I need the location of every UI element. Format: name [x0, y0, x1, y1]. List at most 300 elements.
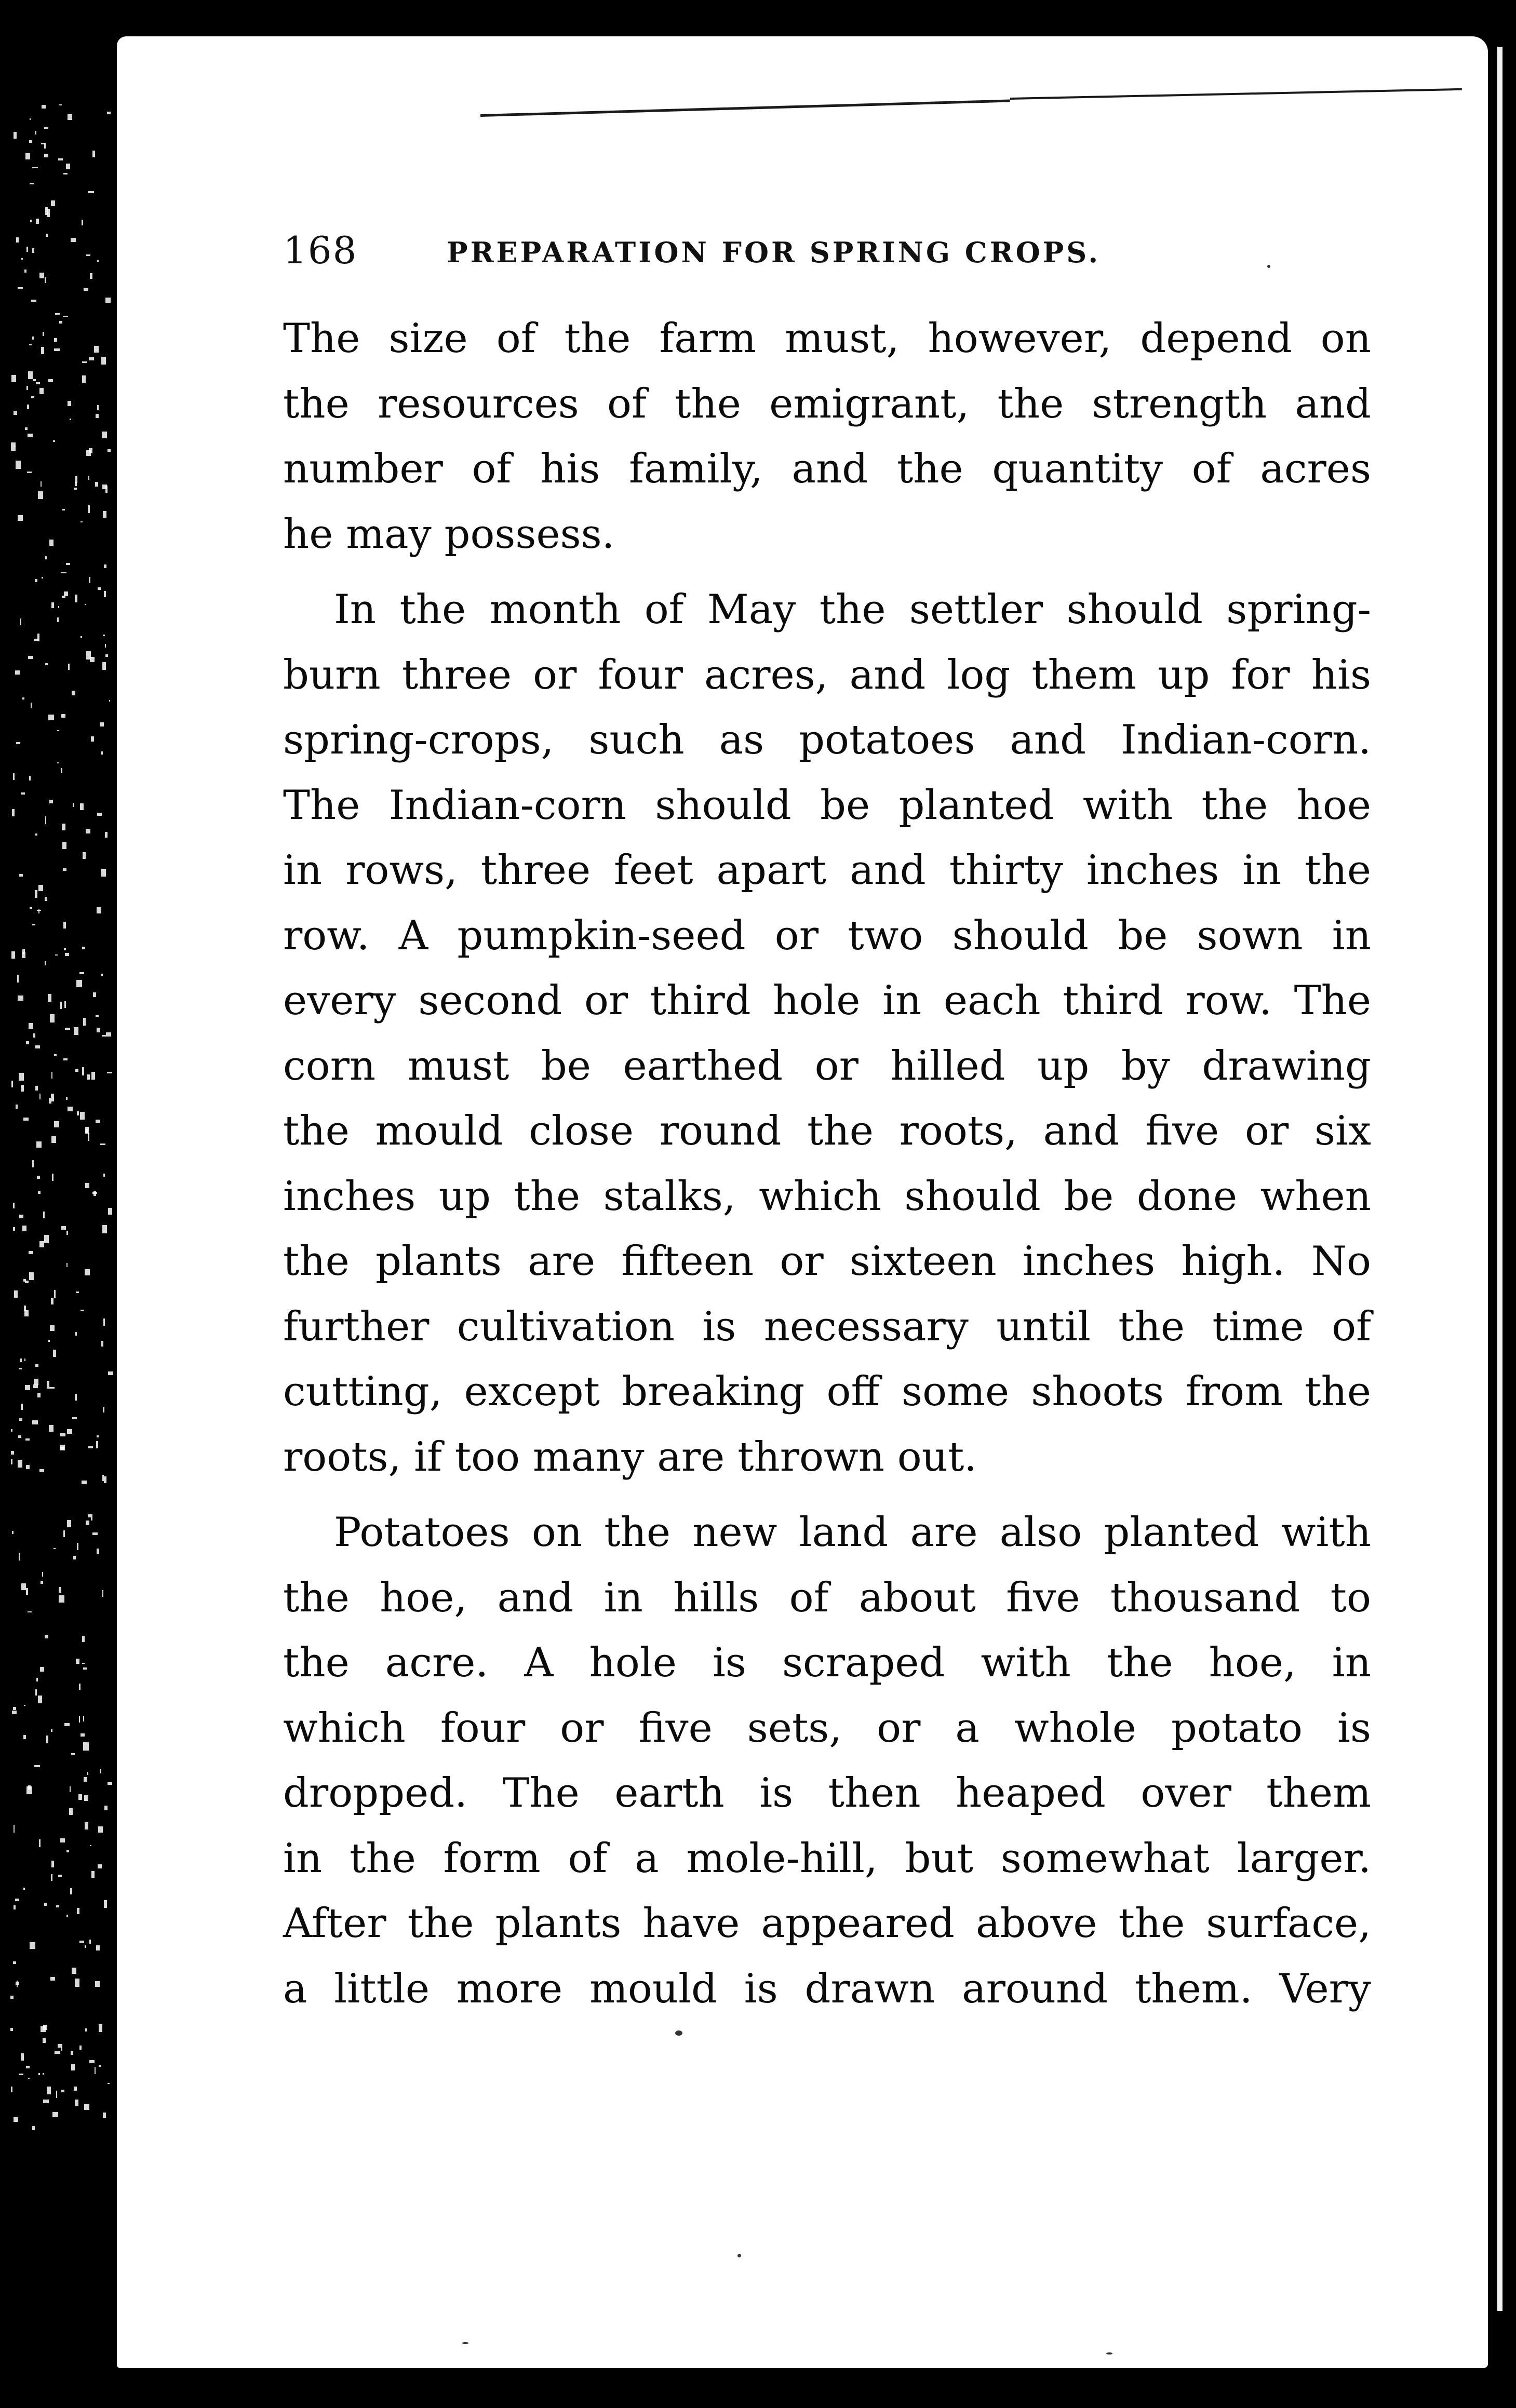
- top-rule-line: [480, 100, 1010, 117]
- scan-edge-speck: [61, 572, 66, 573]
- scan-edge-speck: [91, 1871, 94, 1878]
- scan-edge-speck: [13, 1227, 16, 1231]
- scan-edge-speck: [81, 636, 82, 638]
- scan-edge-speck: [89, 1940, 91, 1944]
- scan-edge-speck: [75, 1332, 77, 1336]
- scan-edge-speck: [60, 1002, 62, 1009]
- scan-edge-speck: [31, 703, 32, 709]
- text-line: every second or third hole in each third row. The: [283, 977, 1371, 1024]
- scan-edge-speck: [61, 2090, 64, 2092]
- scan-edge-speck: [81, 1310, 84, 1311]
- scan-edge-speck: [11, 1459, 13, 1465]
- scan-edge-speck: [45, 663, 48, 665]
- scan-edge-speck: [95, 2067, 96, 2075]
- scan-edge-speck: [15, 1899, 19, 1901]
- scan-edge-speck: [96, 1945, 100, 1950]
- scan-edge-speck: [43, 332, 44, 336]
- scan-edge-speck: [63, 922, 66, 929]
- scan-edge-speck: [57, 762, 59, 763]
- scan-edge-speck: [72, 691, 75, 695]
- scan-edge-speck: [48, 379, 53, 382]
- scan-edge-speck: [49, 800, 53, 803]
- scan-edge-speck: [14, 411, 17, 415]
- scan-edge-speck: [45, 961, 46, 965]
- scan-edge-speck: [79, 1941, 84, 1943]
- scan-edge-speck: [58, 158, 63, 161]
- scan-edge-speck: [59, 1587, 61, 1593]
- text-line: inches up the stalks, which should be done when: [283, 1173, 1371, 1220]
- text-line: the mould close round the roots, and five or six: [283, 1108, 1371, 1154]
- scan-edge-speck: [29, 1272, 33, 1280]
- scan-edge-speck: [103, 1174, 105, 1177]
- scan-edge-speck: [102, 662, 106, 670]
- scan-edge-speck: [51, 602, 54, 608]
- scan-edge-speck: [108, 1208, 112, 1215]
- scan-edge-speck: [56, 1905, 59, 1907]
- scan-edge-speck: [29, 776, 31, 781]
- scan-edge-speck: [103, 1319, 105, 1326]
- scan-edge-speck: [54, 348, 60, 351]
- scan-edge-speck: [82, 220, 83, 225]
- scan-edge-speck: [82, 1663, 84, 1664]
- text-line: spring-crops, such as potatoes and Indian-corn.: [283, 717, 1371, 763]
- scan-edge-speck: [105, 654, 109, 656]
- scan-edge-speck: [71, 1753, 75, 1755]
- text-line: he may possess.: [283, 510, 615, 558]
- page-number: 168: [283, 228, 358, 272]
- scan-edge-speck: [40, 1667, 44, 1672]
- scan-edge-speck: [12, 1711, 17, 1715]
- scan-edge-speck: [89, 577, 90, 582]
- scan-edge-speck: [35, 579, 37, 582]
- scan-edge-speck: [34, 1379, 38, 1384]
- scan-edge-speck: [59, 104, 62, 105]
- scan-edge-speck: [14, 132, 17, 139]
- scan-edge-speck: [37, 1176, 40, 1179]
- scan-edge-speck: [25, 427, 28, 430]
- scan-edge-speck: [44, 127, 48, 128]
- scan-edge-speck: [28, 371, 33, 379]
- scan-edge-speck: [54, 338, 58, 342]
- scan-edge-speck: [82, 361, 87, 362]
- scan-edge-speck: [28, 656, 33, 659]
- scan-edge-speck: [98, 1826, 103, 1833]
- scan-edge-speck: [53, 440, 55, 442]
- scan-edge-speck: [38, 1191, 41, 1194]
- scan-edge-speck: [48, 1340, 50, 1342]
- scan-edge-speck: [105, 644, 106, 648]
- scan-edge-speck: [70, 419, 71, 420]
- text-line: burn three or four acres, and log them up for his: [283, 651, 1371, 698]
- scan-edge-speck: [83, 1667, 87, 1670]
- scan-edge-speck: [106, 1032, 111, 1037]
- scan-edge-speck: [60, 1433, 65, 1436]
- scan-edge-speck: [33, 1384, 38, 1388]
- scan-edge-speck: [97, 1028, 100, 1032]
- scan-edge-speck: [104, 1476, 106, 1483]
- scan-edge-speck: [88, 1133, 89, 1141]
- scan-edge-speck: [50, 1325, 55, 1331]
- scan-edge-speck: [51, 1136, 56, 1143]
- scan-edge-speck: [92, 151, 95, 157]
- scan-edge-speck: [42, 105, 46, 109]
- scan-edge-speck: [62, 842, 66, 849]
- scan-speck: [1267, 265, 1270, 268]
- scan-edge-speck: [27, 405, 29, 409]
- scan-speck: [737, 2254, 741, 2257]
- text-line: number of his family, and the quantity of acres: [283, 446, 1371, 492]
- scan-edge-speck: [30, 1942, 35, 1949]
- text-line: a little more mould is drawn around them. Very: [283, 1965, 1371, 2012]
- scan-edge-speck: [102, 432, 107, 438]
- scan-edge-speck: [14, 2117, 18, 2122]
- scan-edge-speck: [11, 375, 16, 382]
- scan-edge-speck: [79, 2046, 82, 2050]
- scan-edge-speck: [44, 143, 46, 148]
- scan-edge-speck: [67, 1520, 71, 1527]
- scan-edge-speck: [56, 2091, 57, 2098]
- scan-edge-speck: [35, 833, 37, 836]
- scan-edge-speck: [44, 154, 48, 157]
- text-line: Potatoes on the new land are also planted with: [334, 1509, 1371, 1556]
- scan-edge-speck: [12, 809, 14, 816]
- scan-edge-speck: [66, 563, 70, 565]
- scan-edge-speck: [90, 1845, 91, 1846]
- scan-edge-speck: [21, 1085, 24, 1092]
- scan-edge-speck: [88, 505, 90, 513]
- scan-edge-speck: [16, 461, 21, 469]
- text-line: In the month of May the settler should spring-: [334, 586, 1371, 633]
- scan-edge-speck: [107, 1072, 112, 1074]
- scan-edge-speck: [101, 974, 103, 976]
- scan-edge-speck: [66, 1263, 68, 1267]
- scan-edge-speck: [29, 140, 32, 143]
- scan-edge-speck: [32, 1160, 34, 1167]
- scan-edge-speck: [38, 491, 43, 499]
- scan-edge-speck: [64, 1001, 65, 1008]
- scan-edge-speck: [43, 2100, 48, 2103]
- running-title: PREPARATION FOR SPRING CROPS.: [447, 236, 1101, 269]
- scan-edge-speck: [86, 254, 90, 257]
- scan-edge-speck: [95, 1981, 100, 1987]
- scan-edge-speck: [29, 1023, 34, 1029]
- scan-edge-speck: [45, 1635, 49, 1639]
- scan-edge-speck: [19, 2074, 23, 2075]
- scan-edge-speck: [26, 386, 28, 390]
- scan-edge-speck: [47, 2087, 51, 2094]
- scan-edge-speck: [19, 1368, 22, 1370]
- scan-edge-speck: [46, 234, 48, 237]
- scan-edge-speck: [42, 577, 43, 579]
- scan-edge-speck: [108, 2083, 110, 2084]
- scan-edge-speck: [49, 1387, 55, 1389]
- scan-edge-speck: [70, 1786, 71, 1792]
- scan-edge-speck: [41, 1581, 43, 1584]
- scan-edge-speck: [21, 1583, 26, 1590]
- scan-edge-speck: [101, 357, 105, 365]
- scan-edge-speck: [45, 897, 47, 901]
- scan-edge-speck: [61, 768, 62, 773]
- scan-edge-speck: [54, 1121, 59, 1127]
- text-line: dropped. The earth is then heaped over them: [283, 1770, 1371, 1817]
- scan-edge-speck: [30, 220, 32, 222]
- scan-edge-speck: [24, 1705, 25, 1706]
- scan-edge-speck: [83, 1716, 84, 1721]
- scan-edge-speck: [11, 2087, 12, 2092]
- scan-edge-speck: [82, 1636, 85, 1642]
- scan-edge-speck: [25, 153, 30, 159]
- scan-edge-speck: [86, 829, 90, 833]
- scan-edge-speck: [97, 1549, 99, 1554]
- scan-edge-speck: [103, 1407, 104, 1412]
- scan-edge-speck: [35, 131, 36, 134]
- scan-edge-speck: [32, 248, 34, 253]
- scan-edge-speck: [33, 379, 36, 381]
- scan-edge-speck: [80, 803, 84, 810]
- scan-edge-speck: [105, 832, 108, 838]
- scan-edge-speck: [14, 1905, 16, 1909]
- scan-edge-speck: [28, 434, 33, 437]
- scan-edge-speck: [88, 1446, 93, 1448]
- scan-edge-speck: [24, 1358, 25, 1361]
- scan-edge-speck: [71, 2064, 74, 2070]
- scan-edge-speck: [39, 273, 44, 278]
- scan-edge-speck: [11, 1081, 14, 1088]
- scan-edge-speck: [51, 1874, 52, 1880]
- scan-edge-speck: [53, 1548, 56, 1549]
- scan-edge-speck: [91, 1072, 95, 1080]
- scan-edge-speck: [73, 803, 74, 807]
- scan-edge-speck: [85, 1945, 86, 1948]
- text-line: After the plants have appeared above the surface,: [283, 1900, 1371, 1947]
- scan-edge-speck: [63, 173, 68, 174]
- scan-edge-speck: [59, 321, 62, 324]
- scan-edge-speck: [43, 1212, 45, 1218]
- scan-edge-speck: [104, 1900, 106, 1908]
- text-line: cutting, except breaking off some shoots from the: [283, 1368, 1371, 1415]
- scan-edge-speck: [105, 298, 111, 303]
- text-line: in rows, three feet apart and thirty inches in the: [283, 847, 1371, 894]
- scan-edge-speck: [14, 1825, 15, 1833]
- scan-edge-speck: [58, 2044, 62, 2048]
- scan-edge-speck: [30, 118, 31, 119]
- scan-edge-speck: [31, 300, 36, 302]
- scan-edge-speck: [89, 357, 94, 360]
- scan-edge-speck: [96, 1120, 101, 1123]
- scan-edge-speck: [45, 277, 46, 283]
- scan-edge-speck: [68, 401, 71, 406]
- scan-edge-speck: [91, 736, 94, 741]
- scan-edge-speck: [85, 1269, 90, 1275]
- scan-edge-speck: [36, 1678, 38, 1682]
- scan-edge-speck: [21, 1404, 22, 1410]
- body-text: [283, 306, 1371, 2022]
- scan-edge-speck: [61, 714, 65, 718]
- scan-edge-speck: [85, 604, 86, 605]
- scan-edge-speck: [93, 992, 96, 997]
- scan-edge-speck: [62, 824, 65, 830]
- scan-edge-speck: [49, 1425, 53, 1432]
- scan-edge-speck: [54, 1054, 57, 1056]
- scan-edge-speck: [32, 924, 35, 925]
- scan-dark-edge-left: [0, 0, 119, 2408]
- scan-edge-speck: [85, 2028, 87, 2032]
- scan-edge-speck: [23, 1279, 26, 1282]
- scan-edge-speck: [107, 112, 111, 114]
- scan-edge-speck: [25, 1438, 30, 1441]
- scan-edge-speck: [91, 1517, 92, 1521]
- scan-edge-speck: [97, 907, 101, 913]
- scan-edge-speck: [59, 1595, 64, 1603]
- scan-edge-speck: [103, 2113, 106, 2118]
- scan-edge-speck: [57, 730, 59, 731]
- scan-edge-speck: [75, 1979, 79, 1987]
- text-line: roots, if too many are thrown out.: [283, 1433, 977, 1481]
- scan-edge-speck: [84, 1795, 88, 1800]
- scan-edge-speck: [24, 1306, 26, 1311]
- scan-edge-speck: [16, 1982, 20, 1985]
- scan-edge-speck: [35, 890, 37, 898]
- scan-edge-speck: [76, 1659, 79, 1663]
- scan-edge-speck: [64, 1723, 70, 1726]
- scan-edge-speck: [42, 1572, 43, 1577]
- scan-edge-speck: [23, 1888, 25, 1890]
- scan-edge-speck: [34, 1765, 39, 1767]
- scan-edge-speck: [76, 1292, 79, 1293]
- scan-edge-speck: [18, 515, 22, 521]
- scan-edge-speck: [57, 617, 59, 622]
- scan-edge-speck: [35, 1364, 38, 1366]
- scan-edge-speck: [43, 2073, 44, 2075]
- text-line: The size of the farm must, however, depend on: [283, 315, 1371, 362]
- scan-edge-speck: [103, 511, 106, 518]
- scan-edge-speck: [31, 396, 34, 398]
- text-line: which four or five sets, or a whole potato is: [283, 1704, 1371, 1752]
- scan-edge-speck: [55, 2051, 60, 2053]
- scan-edge-speck: [45, 207, 48, 216]
- scan-page-sliver: [1497, 47, 1502, 2311]
- scan-edge-speck: [75, 1394, 77, 1401]
- scan-edge-speck: [98, 587, 101, 590]
- scan-speck: [462, 2342, 468, 2344]
- scan-edge-speck: [99, 2024, 102, 2032]
- scan-edge-speck: [75, 482, 77, 486]
- scan-edge-speck: [64, 591, 68, 597]
- scan-edge-speck: [11, 951, 15, 958]
- scan-edge-speck: [94, 346, 99, 353]
- scan-edge-speck: [66, 1850, 69, 1852]
- scan-edge-speck: [96, 1441, 98, 1448]
- scan-edge-speck: [26, 2066, 30, 2068]
- scan-edge-speck: [48, 715, 53, 721]
- scan-edge-speck: [39, 1094, 41, 1099]
- text-line: further cultivation is necessary until the time of: [283, 1303, 1371, 1350]
- scan-edge-speck: [77, 1111, 79, 1115]
- scan-edge-speck: [16, 237, 19, 242]
- scan-edge-speck: [87, 1074, 90, 1080]
- scan-edge-speck: [22, 697, 24, 700]
- paragraph: [283, 306, 1371, 567]
- scan-edge-speck: [88, 191, 94, 193]
- scan-edge-speck: [19, 1553, 20, 1560]
- scan-edge-speck: [83, 852, 86, 859]
- scan-edge-speck: [21, 792, 25, 795]
- scan-edge-speck: [78, 1794, 83, 1800]
- scan-edge-speck: [29, 1251, 34, 1254]
- scan-edge-speck: [102, 1590, 103, 1597]
- scan-edge-speck: [74, 1027, 78, 1035]
- paragraph: [283, 1500, 1371, 2022]
- text-line: row. A pumpkin-seed or two should be sown in: [283, 912, 1371, 959]
- scan-edge-speck: [99, 2065, 101, 2067]
- text-line: the hoe, and in hills of about five thousand to: [283, 1574, 1371, 1621]
- scan-edge-speck: [30, 907, 33, 909]
- scan-edge-speck: [20, 1358, 22, 1362]
- scan-edge-speck: [37, 910, 41, 911]
- scan-edge-speck: [36, 382, 40, 384]
- running-head: [283, 228, 1389, 291]
- scan-edge-speck: [50, 1977, 55, 1981]
- paragraph: [283, 577, 1371, 1490]
- scan-edge-speck: [22, 949, 24, 954]
- scan-edge-speck: [101, 1341, 103, 1347]
- scan-edge-speck: [43, 2025, 47, 2030]
- scan-edge-speck: [23, 1118, 29, 1120]
- scan-edge-speck: [67, 1429, 72, 1434]
- scan-edge-speck: [81, 521, 83, 522]
- scan-edge-speck: [81, 1733, 85, 1736]
- scan-edge-speck: [55, 954, 58, 956]
- scan-edge-speck: [38, 885, 43, 891]
- scan-edge-speck: [32, 1420, 38, 1425]
- scan-edge-speck: [54, 1290, 56, 1298]
- scan-edge-speck: [51, 1298, 53, 1304]
- scan-edge-speck: [15, 670, 20, 675]
- scan-speck: [675, 2030, 682, 2036]
- scan-edge-speck: [102, 1225, 107, 1233]
- scan-edge-speck: [55, 313, 60, 315]
- scan-edge-speck: [90, 273, 92, 279]
- scan-edge-speck: [88, 1514, 93, 1517]
- scan-edge-speck: [14, 1290, 18, 1297]
- scan-edge-speck: [97, 1435, 99, 1437]
- scan-edge-speck: [27, 472, 32, 473]
- scan-edge-speck: [92, 1532, 98, 1535]
- scan-edge-speck: [49, 1098, 51, 1104]
- scan-edge-speck: [19, 1418, 22, 1421]
- scan-speck: [1106, 2352, 1112, 2355]
- scan-edge-speck: [79, 1684, 81, 1690]
- scan-edge-speck: [36, 1141, 42, 1148]
- scan-edge-speck: [13, 1707, 16, 1710]
- scan-edge-speck: [23, 1735, 26, 1739]
- scan-edge-speck: [58, 1875, 62, 1876]
- scan-edge-speck: [82, 375, 86, 384]
- scan-edge-speck: [85, 1822, 88, 1830]
- scan-edge-speck: [98, 1864, 102, 1868]
- scan-edge-speck: [39, 1839, 41, 1847]
- scan-edge-speck: [52, 1174, 53, 1181]
- scan-edge-speck: [39, 1469, 44, 1473]
- scan-edge-speck: [82, 1481, 87, 1484]
- scan-edge-speck: [75, 595, 77, 602]
- scan-edge-speck: [87, 1772, 88, 1775]
- scan-edge-speck: [32, 337, 34, 340]
- scan-edge-speck: [33, 1033, 35, 1038]
- scan-edge-speck: [101, 869, 106, 877]
- scan-edge-speck: [44, 1903, 46, 1905]
- scan-edge-speck: [66, 1231, 68, 1234]
